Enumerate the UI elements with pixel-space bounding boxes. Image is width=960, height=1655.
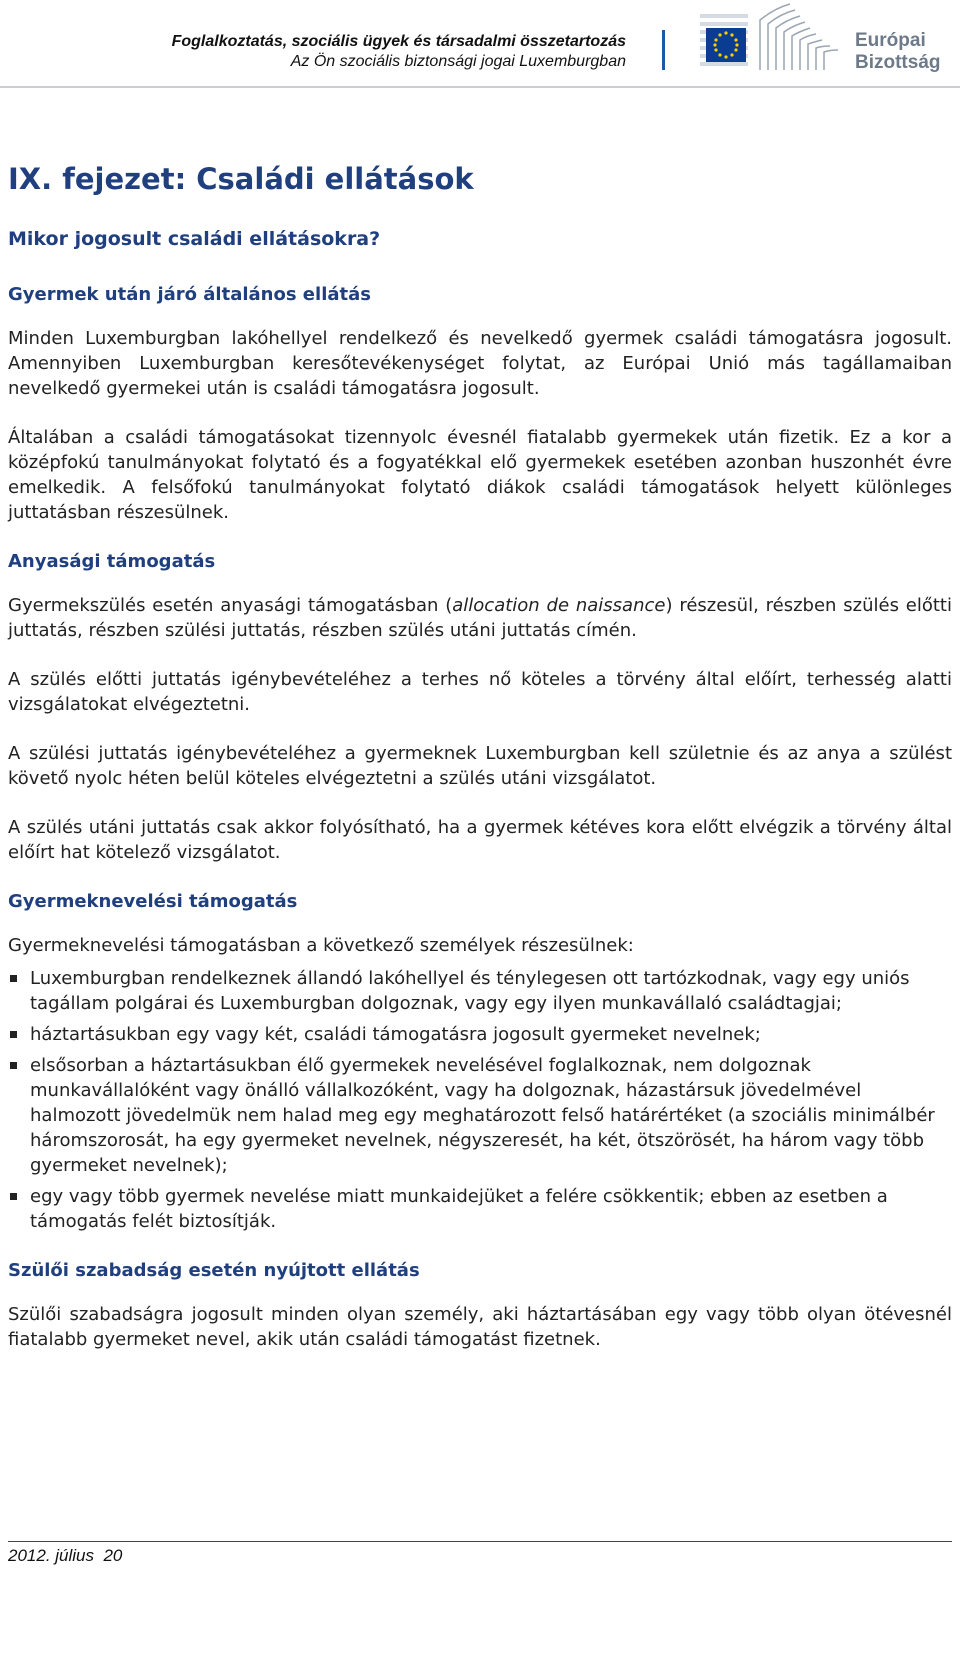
list-item: [8, 1184, 952, 1234]
list-item-text: elsősorban a háztartásukban élő gyermekek nevelésével foglalkoznak, nem dolgoznak munkavállalóként vagy önálló vállalkozóként, vagy ha dolgoznak, házastársuk jövedelmével halmozott jövedelmük nem halad meg egy meghatározott felső határértéket (a szociális minimálbér háromszorosát, ha egy gyermeket nevelnek, négyszeresét, ha két, ötszörösét, ha három vagy több gyermeket nevelnek);: [30, 1055, 935, 1176]
maternity-p1-italic-term: allocation de naissance: [452, 595, 666, 616]
header-rule: [0, 86, 960, 88]
section-heading-parental: Szülői szabadság esetén nyújtott ellátás: [8, 1260, 420, 1281]
header-dg-name: Foglalkoztatás, szociális ügyek és társadalmi összetartozás: [171, 33, 626, 50]
footer-date: 2012. július 20: [8, 1546, 123, 1565]
document-body: [8, 160, 952, 1376]
section-heading-general: Gyermek után járó általános ellátás: [8, 284, 371, 305]
maternity-p1-part-a: Gyermekszülés esetén anyasági támogatásban (: [8, 595, 453, 616]
list-item: [8, 966, 952, 1016]
list-item: [8, 1022, 952, 1047]
maternity-p1-part-b: ) részesül, részben szülés előtti juttatás, részben szülési juttatás, részben szülés utáni juttatás címén.: [8, 595, 952, 641]
bullet-square-icon: [10, 1062, 17, 1069]
childrearing-intro: Gyermeknevelési támogatásban a következő személyek részesülnek:: [8, 935, 634, 956]
section-heading-maternity: Anyasági támogatás: [8, 551, 216, 572]
maternity-paragraph-3: A szülési juttatás igénybevételéhez a gyermeknek Luxemburgban kell születnie és az anya a szülést követő nyolc héten belül köteles elvégeztetni a szülés utáni vizsgálatot.: [8, 743, 952, 789]
maternity-paragraph-1: [8, 593, 952, 643]
list-item-text: egy vagy több gyermek nevelése miatt munkaidejüket a felére csökkentik; ebben az esetben a támogatás felét biztosítják.: [30, 1186, 888, 1232]
logo-line2: Bizottság: [855, 52, 941, 73]
logo-wordmark: [855, 30, 941, 74]
parental-paragraph-1: Szülői szabadságra jogosult minden olyan személy, aki háztartásában egy vagy több olyan ötévesnél fiatalabb gyermeket nevel, akik után családi támogatást fizetnek.: [8, 1304, 952, 1350]
childrearing-list: [8, 966, 952, 1234]
page-header: [0, 0, 960, 88]
header-doc-title: Az Ön szociális biztonsági jogai Luxemburgban: [290, 53, 626, 70]
question-heading: Mikor jogosult családi ellátásokra?: [8, 228, 381, 250]
page-footer: [8, 1541, 952, 1566]
logo-line1: Európai: [855, 30, 926, 51]
list-item: [8, 1053, 952, 1178]
bullet-square-icon: [10, 1193, 17, 1200]
general-paragraph-1: Minden Luxemburgban lakóhellyel rendelkező és nevelkedő gyermek családi támogatásra jogosult. Amennyiben Luxemburgban keresőtevékenységet folytat, az Európai Unió más tagállamaiban nevelkedő gyermekei után is családi támogatásra jogosult.: [8, 328, 952, 399]
header-titles: [172, 32, 626, 72]
chapter-title: IX. fejezet: Családi ellátások: [8, 162, 474, 196]
european-commission-logo: [700, 0, 960, 88]
bullet-square-icon: [10, 975, 17, 982]
header-divider: [662, 30, 665, 70]
list-item-text: háztartásukban egy vagy két, családi támogatásra jogosult gyermeket nevelnek;: [30, 1024, 761, 1045]
maternity-paragraph-2: A szülés előtti juttatás igénybevételéhez a terhes nő köteles a törvény által előírt, terhesség alatti vizsgálatokat elvégeztetni.: [8, 669, 952, 715]
list-item-text: Luxemburgban rendelkeznek állandó lakóhellyel és ténylegesen ott tartózkodnak, vagy egy uniós tagállam polgárai és Luxemburgban dolgoznak, vagy egy ilyen munkavállaló családtagjai;: [30, 968, 910, 1014]
general-paragraph-2: Általában a családi támogatásokat tizennyolc évesnél fiatalabb gyermekek után fizetik. Ez a kor a középfokú tanulmányokat folytató és a fogyatékkal elő gyermekek esetében azonban huszonhét évre emelkedik. A felsőfokú tanulmányokat folytató diákok családi támogatások helyett különleges juttatásban részesülnek.: [8, 427, 952, 523]
maternity-paragraph-4: A szülés utáni juttatás csak akkor folyósítható, ha a gyermek kétéves kora előtt elvégzik a törvény által előírt hat kötelező vizsgálatot.: [8, 817, 952, 863]
section-heading-childrearing: Gyermeknevelési támogatás: [8, 891, 298, 912]
bullet-square-icon: [10, 1031, 17, 1038]
